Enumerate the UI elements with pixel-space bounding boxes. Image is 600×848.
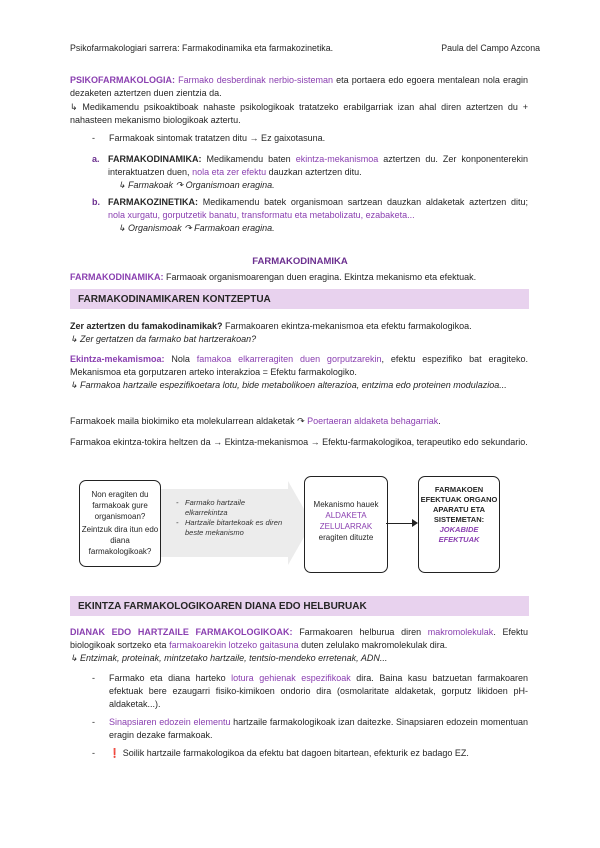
box3-jokabide-efektuak: JOKABIDE EFEKTUAK xyxy=(438,525,480,544)
bullet-sinapsia xyxy=(109,716,528,742)
text: dira. Baina kasu batzuetan farmakoaren efektuak bere ezaugarri fisiko-kimikoen ondorio dira (osmolaritate aldaketak, gorputz likidoen pH-aldaketak...). xyxy=(109,673,528,709)
text: aztertzen du. Zer konponenterekin interaktuatzen duen, xyxy=(108,154,528,177)
box2-aldaketa-zelularrak: ALDAKETA ZELULARRAK xyxy=(319,511,373,531)
text: Farmako eta diana harteko xyxy=(109,673,232,683)
text: hartzaile farmakologikoak izan daitezke. Sinapsiaren edozein momentuan eragin dezake farmakoak. xyxy=(109,717,528,740)
text: Farmaoak organismoarengan duen eragina. Ekintza mekanismo eta efektuak. xyxy=(163,272,477,282)
diagram-arrow-list: - Farmako hartzaile elkarrekintza - Hartzaile bitartekoak es diren beste mekanismo xyxy=(176,498,283,537)
highlight-makromolekulak: makromolekulak xyxy=(427,627,494,637)
highlight-famakoa-elkarreragiten: famakoa elkarreragiten duen gorputzarekin xyxy=(196,354,382,364)
ekintza-tokira-paragraph: Farmakoa ekintza-tokira heltzen da → Ekintza-mekanismoa → Efektu-farmakologikoa, terapeutiko edo sekundario. xyxy=(70,437,528,447)
highlight-sinapsia: Sinapsiaren edozein elementu xyxy=(109,717,231,727)
farmakozinetika-item xyxy=(108,196,528,235)
box1-question-1: Non eragiten du farmakoak gure organismoan? xyxy=(91,490,149,521)
highlight-portaera-aldaketa: Poertaeran aldaketa behagarriak xyxy=(307,416,439,426)
term-farmakodinamika: FARMAKODINAMIKA: xyxy=(108,154,202,164)
ekintza-mekanismoa-paragraph xyxy=(70,353,528,392)
term-farmakodinamika-def: FARMAKODINAMIKA: xyxy=(70,272,164,282)
question-paragraph xyxy=(70,320,528,346)
psikofarmakologia-note: ↳ Medikamendu psikoaktiboak nahaste psikologikoak tratatzeko erabilgarriak izan ahal diren aztertzen du + nahasteen mekanismo biologikoak aztertu. xyxy=(70,102,528,125)
psikofarmakologia-definition xyxy=(70,74,528,100)
bullet-dash: - xyxy=(92,133,95,143)
text: Farmakoek maila biokimiko eta molekularrean aldaketak ↷ xyxy=(70,416,308,426)
def-highlight: Farmako desberdinak nerbio-sisteman xyxy=(178,75,333,85)
bullet-soilik xyxy=(109,747,528,760)
farmakozinetika-note: ↳ Organismoak ↷ Farmakoan eragina. xyxy=(118,223,275,233)
box2-text-2: eragiten dituzte xyxy=(318,533,374,542)
text: Medikamendu baten xyxy=(201,154,296,164)
diagram-box-mekanismo xyxy=(304,476,388,573)
box2-text-1: Mekanismo hauek xyxy=(313,500,379,509)
text: Farmakoaren helburua diren xyxy=(292,627,428,637)
text: Soilik hartzaile farmakologikoa da efektu bat dagoen bitartean, efekturik ez badago EZ. xyxy=(120,748,469,758)
dianak-paragraph xyxy=(70,626,528,665)
question-bold: Zer aztertzen du famakodinamikak? xyxy=(70,321,223,331)
arrow-item-2: Hartzaile bitartekoak es diren beste mekanismo xyxy=(185,518,283,537)
def-text: eta portaera edo egoera mentalean nola eragin dezaketen aztertzen duen zientzia da. xyxy=(70,75,528,98)
box1-question-2: Zeintzuk dira itun edo diana farmakologikoak? xyxy=(81,525,159,556)
bullet-sintomak: Farmakoak sintomak tratatzen ditu → Ez gaixotasuna. xyxy=(109,133,326,143)
diagram-box-questions xyxy=(79,480,161,567)
diagram-box-efektuak xyxy=(418,476,500,573)
text: . Efektu biologikoak sortzeko eta xyxy=(70,627,528,650)
bullet-dash: - xyxy=(92,748,95,758)
farmakodinamika-def xyxy=(70,271,528,284)
list-label-a: a. xyxy=(92,154,100,164)
box3-text: FARMAKOEN EFEKTUAK ORGANO APARATU ETA SISTEMETAN: xyxy=(420,485,498,524)
diagram-connector xyxy=(386,523,413,524)
bullet-dash: - xyxy=(92,717,95,727)
farmakodinamika-note: ↳ Farmakoak ↷ Organismoan eragina. xyxy=(118,180,275,190)
maila-paragraph xyxy=(70,415,528,428)
arrow-item-1: Farmako hartzaile elkarrekintza xyxy=(185,498,246,517)
bullet-lotura xyxy=(109,672,528,711)
text: . xyxy=(438,416,441,426)
document-header-author: Paula del Campo Azcona xyxy=(441,43,540,53)
term-farmakozinetika: FARMAKOZINETIKA: xyxy=(108,197,198,207)
term-psikofarmakologia: PSIKOFARMAKOLOGIA: xyxy=(70,75,175,85)
exclamation-icon: ❗ xyxy=(109,748,121,758)
highlight-lotzeko-gaitasuna: farmakoarekin lotzeko gaitasuna xyxy=(169,640,299,650)
text: Medikamendu batek organismoan sartzean dauzkan aldaketak aztertzen ditu; xyxy=(198,197,528,207)
list-label-b: b. xyxy=(92,197,100,207)
text: dauzkan aztertzen ditu. xyxy=(266,167,362,177)
question-note: ↳ Zer gertatzen da farmako bat hartzerakoan? xyxy=(70,334,257,344)
highlight-nola-xurgatu: nola xurgatu, gorputzetik banatu, transformatu eta metabolizatu, ezabaketa... xyxy=(108,210,415,220)
highlight-ekintza-mekanismoa: ekintza-mekanismoa xyxy=(295,154,379,164)
band-title: FARMAKODINAMIKAREN KONTZEPTUA xyxy=(78,294,271,305)
text: Nola xyxy=(164,354,197,364)
ekintza-mekanismoa-note: ↳ Farmakoa hartzaile espezifikoetara lotu, bide metabolikoen alterazioa, entzima edo proteinen modulazioa... xyxy=(70,380,507,390)
section-title-farmakodinamika: FARMAKODINAMIKA xyxy=(252,256,348,267)
document-header-title: Psikofarmakologiari sarrera: Farmakodinamika eta farmakozinetika. xyxy=(70,43,334,53)
dianak-note: ↳ Entzimak, proteinak, mintzetako hartzaile, tentsio-mendeko erretenak, ADN... xyxy=(70,653,388,663)
highlight-lotura-espezifikoak: lotura gehienak espezifikoak xyxy=(231,673,351,683)
section-band-diana xyxy=(70,596,529,616)
bullet-dash: - xyxy=(92,673,95,683)
text: duten zelulako makromolekulak dira. xyxy=(298,640,448,650)
term-ekintza-mekanismoa: Ekintza-mekamismoa: xyxy=(70,354,165,364)
text: Farmakoaren ekintza-mekanismoa eta efektu farmakologikoa. xyxy=(222,321,472,331)
section-band-kontzeptua xyxy=(70,289,529,309)
highlight-nola-eta-zer: nola eta zer efektu xyxy=(192,167,267,177)
band-title: EKINTZA FARMAKOLOGIKOAREN DIANA EDO HELBURUAK xyxy=(78,601,367,612)
term-dianak: DIANAK EDO HARTZAILE FARMAKOLOGIKOAK: xyxy=(70,627,293,637)
text: , efektu espezifiko bat eragiteko. Mekanismoa eta gorputzaren arteko interakzioa = Efektu farmakologiko. xyxy=(70,354,528,377)
farmakodinamika-item xyxy=(108,153,528,192)
